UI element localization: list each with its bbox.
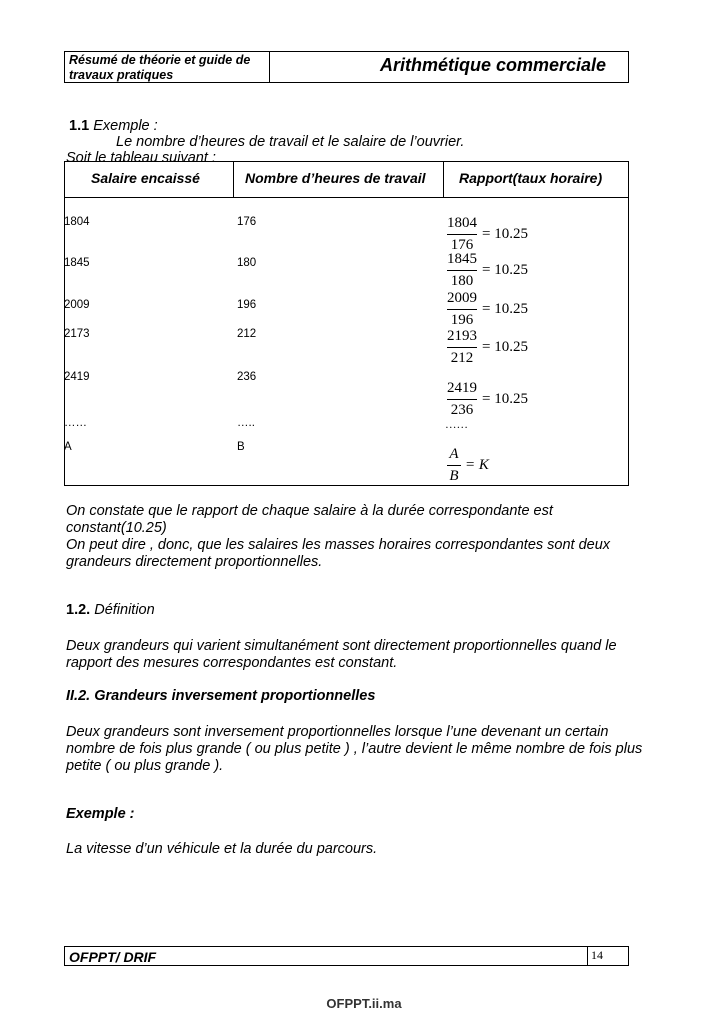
fraction-bar xyxy=(447,270,477,271)
table-cell-ratio xyxy=(447,380,528,419)
table-border xyxy=(64,161,629,486)
table-cell-salaire: 1845 xyxy=(64,257,90,269)
ratio-result: = 10.25 xyxy=(482,339,528,355)
section-title: II.2. Grandeurs inversement proportionnelles xyxy=(66,688,376,704)
header-left-line2: travaux pratiques xyxy=(69,67,174,82)
table-cell-salaire: 2009 xyxy=(64,299,90,311)
paragraph-line: grandeurs directement proportionnelles. xyxy=(66,554,323,570)
table-cell-salaire: 1804 xyxy=(64,216,90,228)
fraction-denominator: 212 xyxy=(450,350,474,366)
ratio-result: = 10.25 xyxy=(482,262,528,278)
fraction-denominator: B xyxy=(449,468,459,484)
header-right-title: Arithmétique commerciale xyxy=(380,55,607,75)
paragraph-line: constant(10.25) xyxy=(66,520,167,536)
ratio-result: = K xyxy=(465,457,489,473)
fraction xyxy=(447,251,477,290)
footer-org: OFPPT/ DRIF xyxy=(69,949,157,965)
example2-text: La vitesse d’un véhicule et la durée du parcours. xyxy=(66,841,378,857)
fraction-denominator: 176 xyxy=(450,237,474,253)
fraction-numerator: 2419 xyxy=(447,380,477,396)
paragraph-line: nombre de fois plus grande ( ou plus petite ) , l’autre devient le même nombre de fois plus xyxy=(66,741,643,757)
table-cell-heures: 212 xyxy=(237,328,257,340)
example-intro: Soit le tableau suivant : xyxy=(66,150,216,166)
fraction-numerator: 1845 xyxy=(447,251,477,267)
fraction xyxy=(447,215,477,254)
fraction-denominator: 236 xyxy=(450,402,474,418)
fraction xyxy=(447,380,477,419)
paragraph-line: On constate que le rapport de chaque salaire à la durée correspondante est xyxy=(66,503,553,519)
fraction xyxy=(447,328,477,367)
table-cell-salaire: A xyxy=(64,441,72,453)
fraction xyxy=(447,446,461,485)
table-header-line xyxy=(64,197,629,198)
fraction xyxy=(447,290,477,329)
fraction-numerator: 2009 xyxy=(447,290,477,306)
header-left-title xyxy=(69,53,269,82)
table-header-heures: Nombre d’heures de travail xyxy=(245,170,426,186)
ratio-result: = 10.25 xyxy=(482,391,528,407)
paragraph-line: Deux grandeurs qui varient simultanément sont directement proportionnelles quand le xyxy=(66,638,617,654)
table-cell-salaire: 2173 xyxy=(64,328,90,340)
fraction-numerator: 2193 xyxy=(447,328,477,344)
fraction-bar xyxy=(447,234,477,235)
ratio-result: = 10.25 xyxy=(482,301,528,317)
table-cell-ellipsis: ….. xyxy=(237,417,255,429)
example-number: 1.1 xyxy=(69,118,90,134)
example2-label: Exemple : xyxy=(66,806,135,822)
table-cell-heures: 180 xyxy=(237,257,257,269)
fraction-bar xyxy=(447,347,477,348)
example-label: Exemple : xyxy=(93,118,158,134)
table-cell-ellipsis: …… xyxy=(64,417,87,429)
table-cell-ratio xyxy=(447,251,528,290)
table-cell-ellipsis: …… xyxy=(445,419,468,431)
fraction-denominator: 196 xyxy=(450,312,474,328)
fraction-numerator: 1804 xyxy=(447,215,477,231)
table-cell-ratio xyxy=(447,290,528,329)
fraction-bar xyxy=(447,399,477,400)
table-header-salaire: Salaire encaissé xyxy=(91,170,200,186)
example-subtitle: Le nombre d’heures de travail et le salaire de l’ouvrier. xyxy=(116,134,465,150)
table-cell-salaire: 2419 xyxy=(64,371,90,383)
fraction-bar xyxy=(447,465,461,466)
table-header-rapport: Rapport(taux horaire) xyxy=(459,170,603,186)
table-divider-1 xyxy=(233,161,234,198)
paragraph-line: petite ( ou plus grande ). xyxy=(66,758,224,774)
table-cell-heures: 176 xyxy=(237,216,257,228)
fraction-bar xyxy=(447,309,477,310)
table-divider-2 xyxy=(443,161,444,198)
footer-divider xyxy=(587,946,588,966)
page-number: 14 xyxy=(591,948,603,962)
table-cell-heures: B xyxy=(237,441,245,453)
header-left-line1: Résumé de théorie et guide de xyxy=(69,53,251,67)
table-cell-ratio xyxy=(447,215,528,254)
definition-number: 1.2. xyxy=(66,602,91,618)
watermark-site: OFPPT.ii.ma xyxy=(326,996,402,1011)
fraction-numerator: A xyxy=(449,446,459,462)
header-divider xyxy=(269,51,270,83)
definition-heading xyxy=(66,600,155,620)
paragraph-line: Deux grandeurs sont inversement proportionnelles lorsque l’une devenant un certain xyxy=(66,724,609,740)
paragraph-line: On peut dire , donc, que les salaires les masses horaires correspondantes sont deux xyxy=(66,537,611,553)
table-cell-heures: 236 xyxy=(237,371,257,383)
table-cell-ratio xyxy=(447,446,489,485)
definition-label: Définition xyxy=(94,602,155,618)
table-cell-heures: 196 xyxy=(237,299,257,311)
table-cell-ratio xyxy=(447,328,528,367)
paragraph-line: rapport des mesures correspondantes est constant. xyxy=(66,655,398,671)
fraction-denominator: 180 xyxy=(450,273,474,289)
ratio-result: = 10.25 xyxy=(482,226,528,242)
